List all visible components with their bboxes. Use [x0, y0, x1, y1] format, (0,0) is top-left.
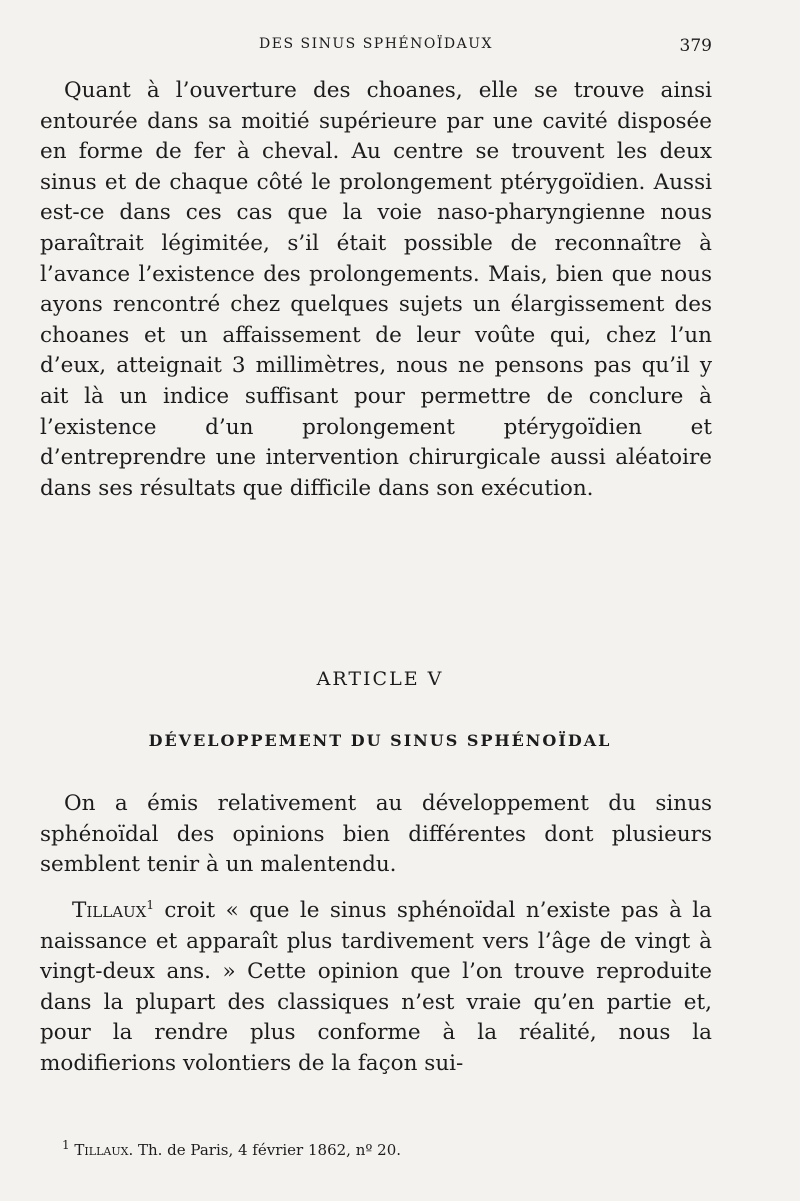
- paragraph-tillaux-text: croit « que le sinus sphénoïdal n’existe pas à la naissance et apparaît plus tardivement vers l’âge de vingt à vingt-deux ans. » Cette opinion que l’on trouve reproduite dans la plupart des classiques n’est vraie qu’en partie et, pour la rendre plus conforme à la réalité, nous la modifierions volontiers de la façon sui-: [40, 898, 712, 1076]
- footnote-reference: 1: [146, 897, 154, 912]
- paragraph-tillaux: [40, 896, 712, 1080]
- running-title: DES SINUS SPHÉNOÏDAUX: [259, 36, 493, 52]
- footnote-mark: 1: [62, 1138, 70, 1152]
- footnote: [62, 1138, 402, 1159]
- footnote-author: Tillaux: [74, 1141, 129, 1159]
- paragraph-opinions: On a émis relativement au développement du sinus sphénoïdal des opinions bien différentes dont plusieurs semblent tenir à un malentendu.: [40, 791, 712, 878]
- article-number: ARTICLE V: [316, 668, 444, 690]
- footnote-text: . Th. de Paris, 4 février 1862, nº 20.: [128, 1141, 402, 1159]
- page-number: 379: [679, 36, 712, 56]
- article-title: DÉVELOPPEMENT DU SINUS SPHÉNOÏDAL: [148, 731, 612, 750]
- paragraph-choanes: Quant à l’ouverture des choanes, elle se trouve ainsi entourée dans sa moitié supérieure par une cavité disposée en forme de fer à cheval. Au centre se trouvent les deux sinus et de chaque côté le prolongement ptérygoïdien. Aussi est-ce dans ces cas que la voie naso-pharyngienne nous paraîtrait légimitée, s’il était possible de reconnaître à l’avance l’existence des prolongements. Mais, bien que nous ayons rencontré chez quelques sujets un élargissement des choanes et un affaissement de leur voûte qui, chez l’un d’eux, atteignait 3 millimètres, nous ne pensons pas qu’il y ait là un indice suffisant pour permettre de conclure à l’existence d’un prolongement ptérygoïdien et d’entreprendre une intervention chirurgicale aussi aléatoire dans ses résultats que difficile dans son exécution.: [40, 78, 712, 501]
- author-name: Tillaux: [72, 898, 147, 923]
- page-header: [40, 36, 712, 60]
